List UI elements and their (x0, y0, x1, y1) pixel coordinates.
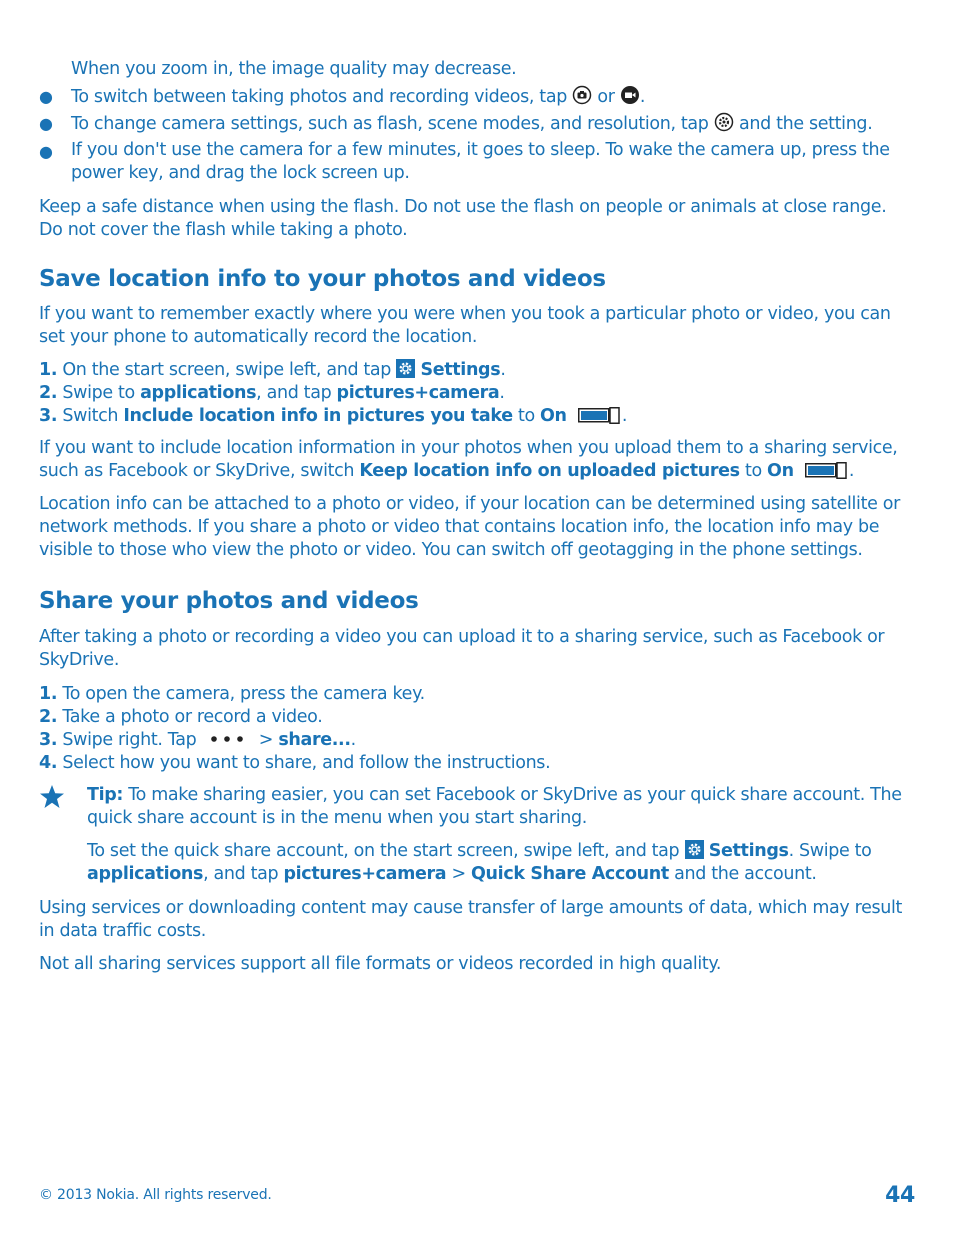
tip-text: Tip: To make sharing easier, you can set Facebook or SkyDrive as your quick share account. The quick share account is in the menu when you start sharing. (87, 785, 902, 828)
bullet-camera-settings: ● To change camera settings, such as flash, scene modes, and resolution, tap and the setting. (39, 114, 873, 134)
bullet-switch-mode: ● To switch between taking photos and recording videos, tap or . (39, 87, 646, 107)
share-step-3: 3. Swipe right. Tap > share.... (39, 730, 356, 750)
top-section (39, 58, 915, 242)
tip-star-icon (39, 784, 65, 809)
location-heading: Save location info to your photos and videos (39, 266, 606, 292)
share-section (39, 588, 915, 976)
copyright: © 2013 Nokia. All rights reserved. (39, 1187, 272, 1203)
settings-gear-icon (396, 359, 415, 378)
data-cost-note: Using services or downloading content may cause transfer of large amounts of data, which may result in data traffic costs. (39, 898, 903, 941)
bullet-dot: ● (39, 142, 53, 161)
settings-link: Settings (420, 360, 501, 380)
camera-mode-icon (572, 85, 592, 105)
toggle-on-icon (805, 462, 849, 479)
share-step-4: 4. Select how you want to share, and follow the instructions. (39, 753, 551, 773)
tip-quick-share: To set the quick share account, on the start screen, swipe left, and tap Settings. Swipe to applications, and tap pictures+camera > Quick Share Account and the account. (87, 841, 872, 884)
bullet-dot: ● (39, 114, 53, 133)
share-intro: After taking a photo or recording a video you can upload it to a sharing service, such as Facebook or SkyDrive. (39, 627, 885, 670)
bullet-dot: ● (39, 87, 53, 106)
geotag-note: Location info can be attached to a photo or video, if your location can be determined using satellite or network methods. If you share a photo or video that contains location info, the location info may be visible to those who view the photo or video. You can switch off geotagging in the phone settings. (39, 494, 900, 560)
location-step-1: 1. On the start screen, swipe left, and tap Settings. (39, 360, 506, 380)
video-mode-icon (620, 85, 640, 105)
location-section (39, 266, 915, 562)
tip-box (39, 784, 915, 886)
location-step-2: 2. Swipe to applications, and tap pictures+camera. (39, 383, 505, 403)
zoom-note: When you zoom in, the image quality may decrease. (71, 59, 517, 79)
location-step-3: 3. Switch Include location info in pictures you take to On . (39, 406, 628, 426)
settings-gear-icon (685, 840, 704, 859)
camera-settings-icon (714, 112, 734, 132)
share-step-1: 1. To open the camera, press the camera key. (39, 684, 425, 704)
flash-warning: Keep a safe distance when using the flash. Do not use the flash on people or animals at close range. Do not cover the flash while taking a photo. (39, 197, 887, 240)
format-note: Not all sharing services support all file formats or videos recorded in high quality. (39, 954, 722, 974)
location-intro: If you want to remember exactly where you were when you took a particular photo or video, you can set your phone to automatically record the location. (39, 304, 891, 347)
page-number: 44 (885, 1183, 915, 1208)
share-heading: Share your photos and videos (39, 588, 419, 614)
toggle-on-icon (578, 407, 622, 424)
upload-location-note: If you want to include location information in your photos when you upload them to a sharing service, such as Facebook or SkyDrive, switch Keep location info on uploaded pictures to On . (39, 438, 898, 481)
bullet-sleep: ● If you don't use the camera for a few minutes, it goes to sleep. To wake the camera up, press the power key, and drag the lock screen up. (39, 140, 890, 183)
more-dots-icon (208, 734, 248, 744)
share-step-2: 2. Take a photo or record a video. (39, 707, 323, 727)
